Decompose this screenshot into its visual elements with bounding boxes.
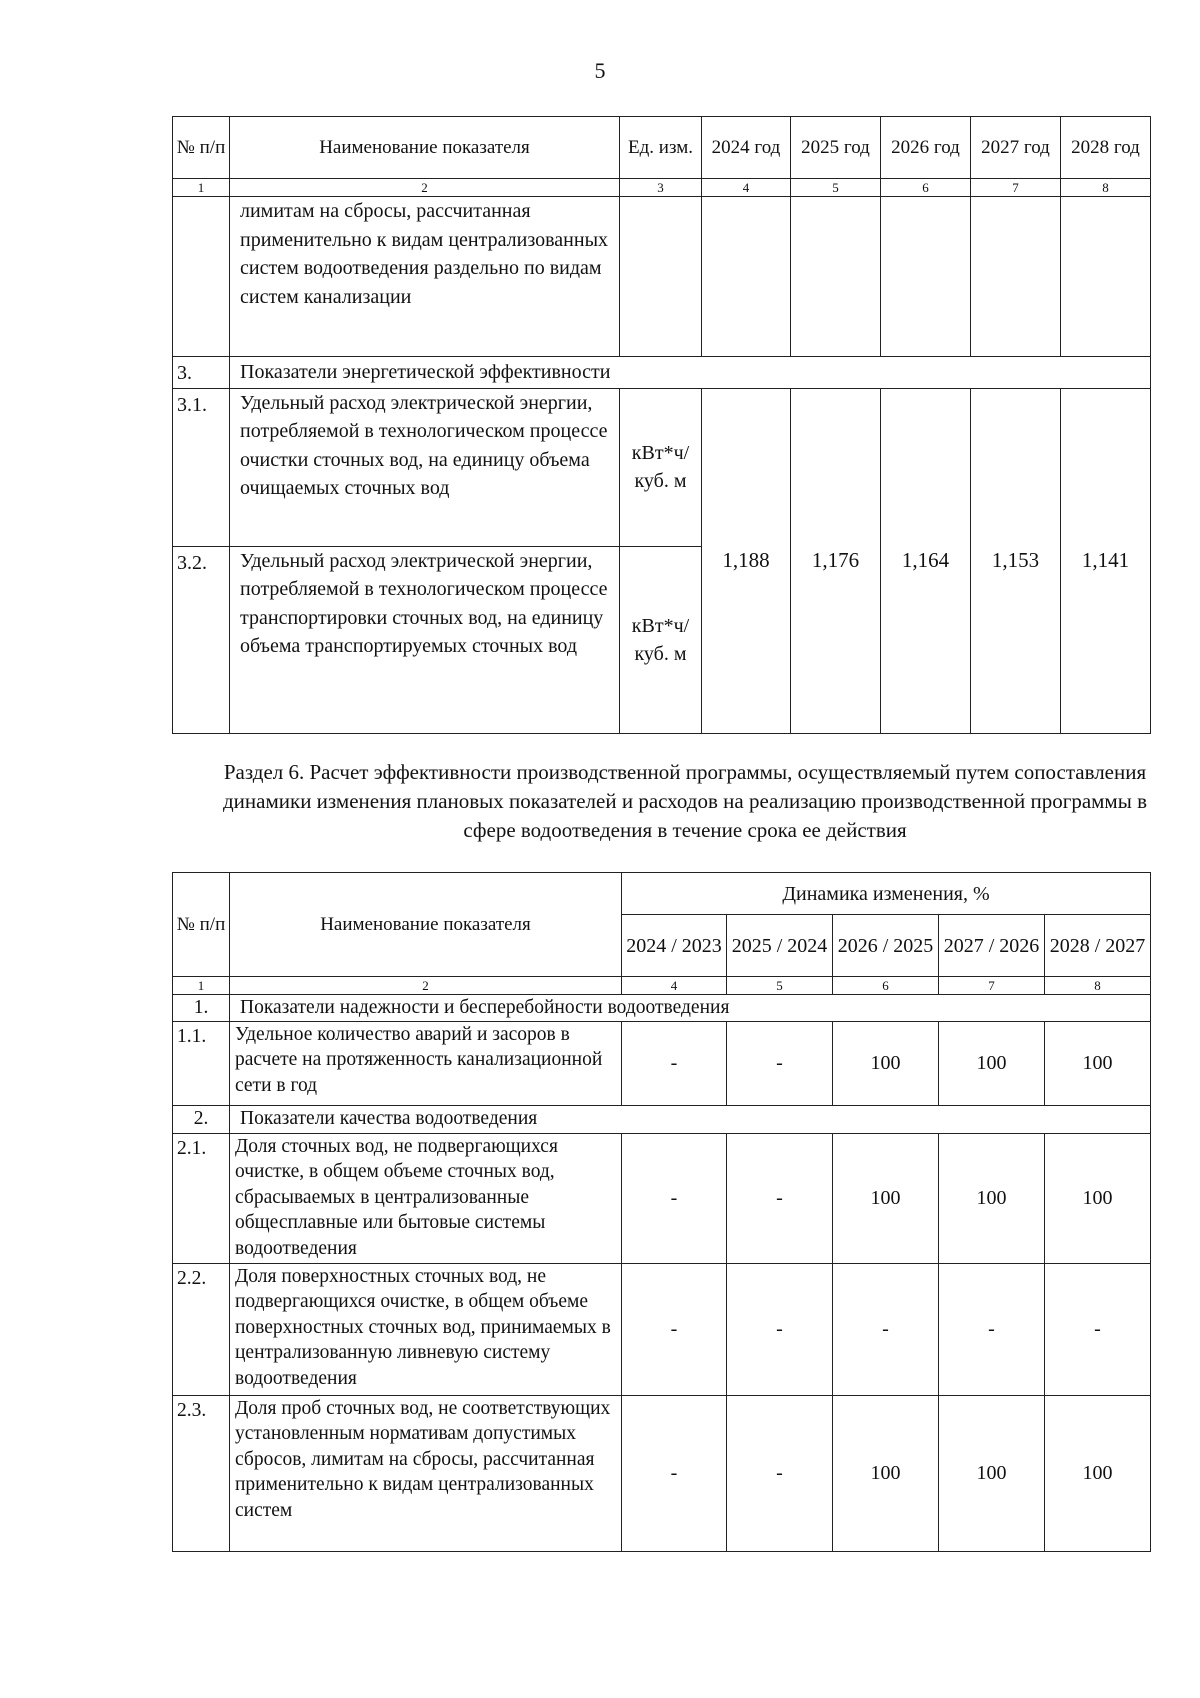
indicator-name: Доля сточных вод, не подвергающихся очистке, в общем объеме сточных вод, сбрасываемых в централизованные общесплавные или бытовые системы водоотведения [230, 1133, 622, 1263]
column-number: 8 [1061, 179, 1151, 197]
column-number: 4 [702, 179, 791, 197]
table-row [173, 1395, 1151, 1551]
column-number: 3 [620, 179, 702, 197]
value-cell: 100 [833, 1021, 939, 1105]
header-name: Наименование показателя [230, 873, 622, 977]
header-num: № п/п [173, 873, 230, 977]
unit-cell: кВт*ч/ куб. м [620, 388, 702, 546]
value-cell: 100 [1045, 1133, 1151, 1263]
value-cell: 1,141 [1061, 388, 1151, 733]
value-cell: 100 [833, 1133, 939, 1263]
value-cell: - [622, 1263, 727, 1395]
header-num: № п/п [173, 117, 230, 179]
section-number: 2. [173, 1105, 230, 1133]
continued-row-text: лимитам на сбросы, рассчитанная применительно к видам централизованных систем водоотведения раздельно по видам систем канализации [230, 197, 620, 357]
efficiency-dynamics-table [172, 872, 1151, 1552]
section-title: Показатели качества водоотведения [230, 1105, 1151, 1133]
table-row [173, 1133, 1151, 1263]
value-cell: 100 [1045, 1395, 1151, 1551]
column-number: 6 [833, 977, 939, 995]
column-number: 7 [971, 179, 1061, 197]
value-cell: - [727, 1133, 833, 1263]
column-number: 1 [173, 179, 230, 197]
row-number: 1.1. [173, 1021, 230, 1105]
column-numbers-row [173, 977, 1151, 995]
value-cell: - [622, 1021, 727, 1105]
section-row [173, 357, 1151, 389]
value-cell: 1,176 [791, 388, 881, 733]
row-number: 2.2. [173, 1263, 230, 1395]
section-title: Показатели надежности и бесперебойности водоотведения [230, 995, 1151, 1022]
indicator-name: Доля поверхностных сточных вод, не подвергающихся очистке, в общем объеме поверхностных сточных вод, принимаемых в централизованную ливневую систему водоотведения [230, 1263, 622, 1395]
column-number: 2 [230, 977, 622, 995]
column-number: 1 [173, 977, 230, 995]
value-cell: 1,188 [702, 388, 791, 733]
column-number: 8 [1045, 977, 1151, 995]
value-cell: 100 [833, 1395, 939, 1551]
column-numbers-row [173, 179, 1151, 197]
column-number: 2 [230, 179, 620, 197]
header-dynamics: Динамика изменения, % [622, 873, 1151, 915]
column-number: 5 [791, 179, 881, 197]
value-cell: 100 [939, 1395, 1045, 1551]
page-number: 5 [594, 58, 606, 83]
unit-cell: кВт*ч/ куб. м [620, 546, 702, 733]
section-row [173, 1105, 1151, 1133]
value-cell: 1,164 [881, 388, 971, 733]
header-unit: Ед. изм. [620, 117, 702, 179]
row-number: 2.1. [173, 1133, 230, 1263]
header-period: 2024 / 2023 [622, 915, 727, 977]
row-number: 3.1. [173, 388, 230, 546]
header-name: Наименование показателя [230, 117, 620, 179]
column-number: 7 [939, 977, 1045, 995]
table-row [173, 388, 1151, 546]
value-cell: - [727, 1263, 833, 1395]
value-cell: - [727, 1395, 833, 1551]
header-period: 2026 / 2025 [833, 915, 939, 977]
header-period: 2025 / 2024 [727, 915, 833, 977]
section-6-title: Раздел 6. Расчет эффективности производственной программы, осуществляемый путем сопоставления динамики изменения плановых показателей и расходов на реализацию производственной программы в сфере водоотведения в течение срока ее действия [222, 760, 1147, 842]
indicator-name: Удельный расход электрической энергии, потребляемой в технологическом процессе очистки сточных вод, на единицу объема очищаемых сточных вод [230, 388, 620, 546]
table-row [173, 197, 1151, 357]
value-cell: - [727, 1021, 833, 1105]
column-number: 6 [881, 179, 971, 197]
value-cell: - [939, 1263, 1045, 1395]
row-number: 2.3. [173, 1395, 230, 1551]
table-header-row [173, 873, 1151, 915]
value-cell: 1,153 [971, 388, 1061, 733]
value-cell: - [1045, 1263, 1151, 1395]
energy-efficiency-table [172, 116, 1151, 734]
header-period: 2028 / 2027 [1045, 915, 1151, 977]
section-number: 1. [173, 995, 230, 1022]
header-year: 2028 год [1061, 117, 1151, 179]
column-number: 5 [727, 977, 833, 995]
section-title: Показатели энергетической эффективности [230, 357, 1151, 389]
section-number: 3. [173, 357, 230, 389]
value-cell: 100 [1045, 1021, 1151, 1105]
value-cell: - [622, 1133, 727, 1263]
indicator-name: Доля проб сточных вод, не соответствующих установленным нормативам допустимых сбросов, лимитам на сбросы, рассчитанная применительно к видам централизованных систем [230, 1395, 622, 1551]
indicator-name: Удельный расход электрической энергии, потребляемой в технологическом процессе транспортировки сточных вод, на единицу объема транспортируемых сточных вод [230, 546, 620, 733]
table-row [173, 1021, 1151, 1105]
indicator-name: Удельное количество аварий и засоров в расчете на протяженность канализационной сети в год [230, 1021, 622, 1105]
value-cell: 100 [939, 1021, 1045, 1105]
section-row [173, 995, 1151, 1022]
header-year: 2026 год [881, 117, 971, 179]
header-year: 2024 год [702, 117, 791, 179]
header-year: 2027 год [971, 117, 1061, 179]
table-header-row [173, 117, 1151, 179]
table-row [173, 1263, 1151, 1395]
header-year: 2025 год [791, 117, 881, 179]
value-cell: - [622, 1395, 727, 1551]
row-number: 3.2. [173, 546, 230, 733]
value-cell: 100 [939, 1133, 1045, 1263]
header-period: 2027 / 2026 [939, 915, 1045, 977]
column-number: 4 [622, 977, 727, 995]
value-cell: - [833, 1263, 939, 1395]
